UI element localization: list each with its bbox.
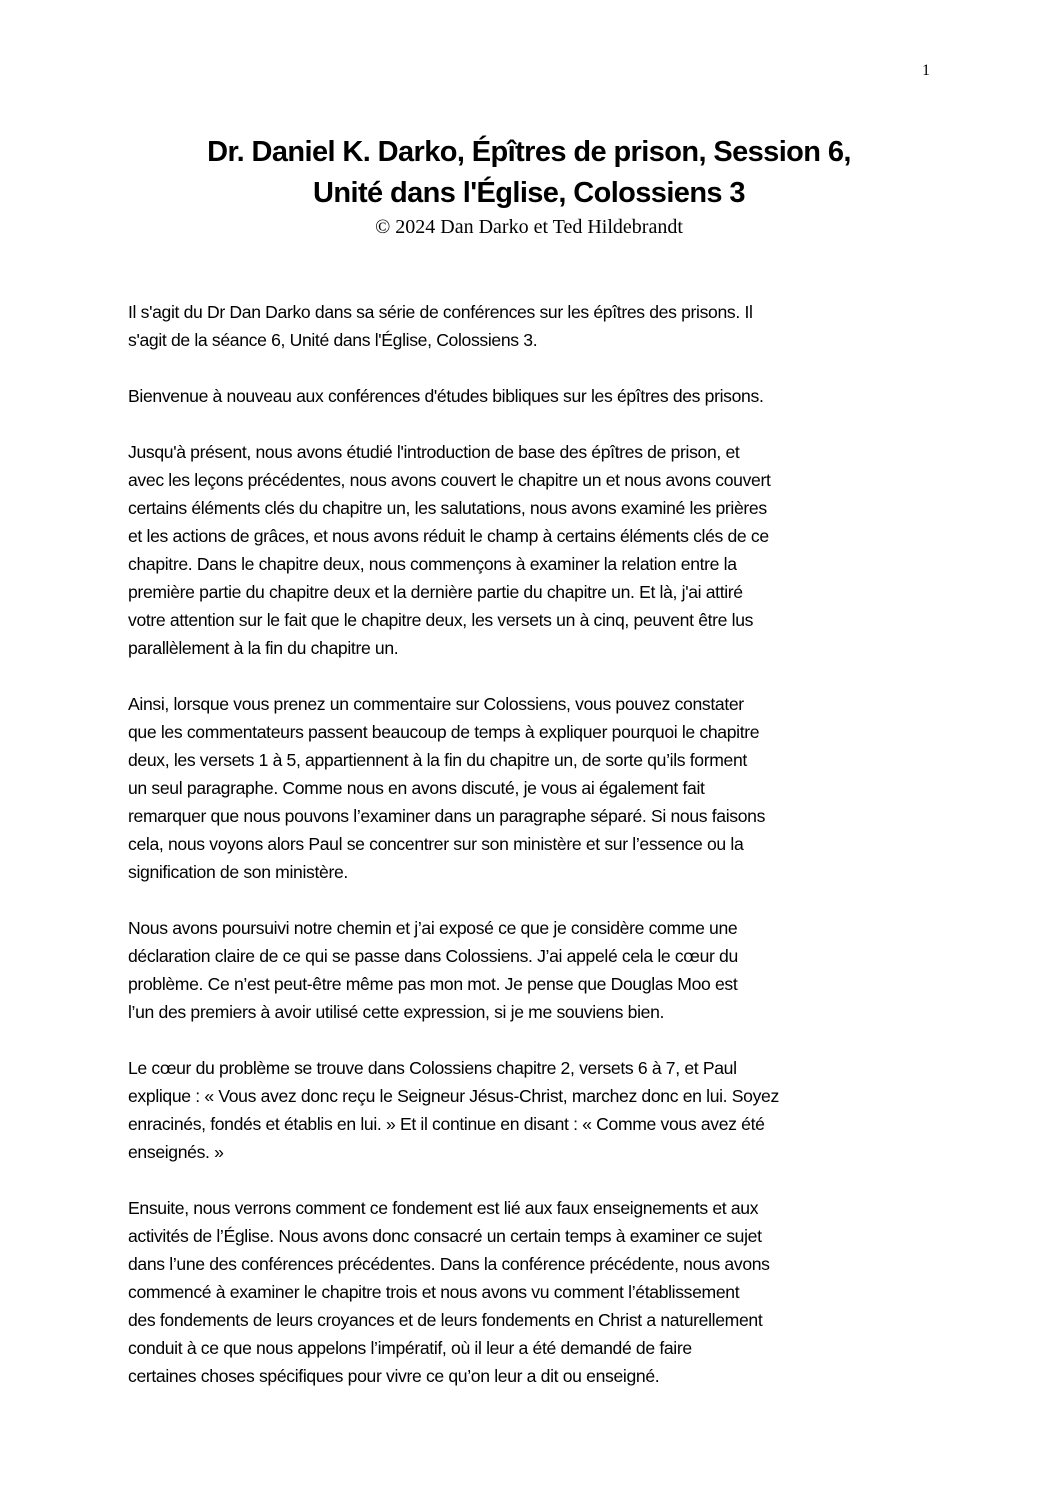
text-line: votre attention sur le fait que le chapitre deux, les versets un à cinq, peuvent être lus: [128, 610, 754, 630]
text-line: explique : « Vous avez donc reçu le Seigneur Jésus-Christ, marchez donc en lui. Soyez: [128, 1086, 779, 1106]
text-line: Bienvenue à nouveau aux conférences d'études bibliques sur les épîtres des prisons.: [128, 386, 764, 406]
paragraph: [128, 438, 948, 662]
text-line: activités de l’Église. Nous avons donc consacré un certain temps à examiner ce sujet: [128, 1226, 762, 1246]
document-body: [128, 298, 948, 1418]
text-line: signification de son ministère.: [128, 862, 348, 882]
text-line: Le cœur du problème se trouve dans Colossiens chapitre 2, versets 6 à 7, et Paul: [128, 1058, 737, 1078]
text-line: dans l’une des conférences précédentes. Dans la conférence précédente, nous avons: [128, 1254, 770, 1274]
text-line: première partie du chapitre deux et la dernière partie du chapitre un. Et là, j'ai attiré: [128, 582, 743, 602]
paragraph: [128, 298, 948, 354]
copyright-line: © 2024 Dan Darko et Ted Hildebrandt: [375, 216, 683, 238]
text-line: avec les leçons précédentes, nous avons couvert le chapitre un et nous avons couvert: [128, 470, 771, 490]
text-line: un seul paragraphe. Comme nous en avons discuté, je vous ai également fait: [128, 778, 705, 798]
text-line: et les actions de grâces, et nous avons réduit le champ à certains éléments clés de ce: [128, 526, 769, 546]
text-line: certains éléments clés du chapitre un, les salutations, nous avons examiné les prières: [128, 498, 767, 518]
text-line: des fondements de leurs croyances et de leurs fondements en Christ a naturellement: [128, 1310, 763, 1330]
text-line: remarquer que nous pouvons l’examiner dans un paragraphe séparé. Si nous faisons: [128, 806, 766, 826]
paragraph: [128, 914, 948, 1026]
text-line: l’un des premiers à avoir utilisé cette expression, si je me souviens bien.: [128, 1002, 665, 1022]
text-line: conduit à ce que nous appelons l’impératif, où il leur a été demandé de faire: [128, 1338, 692, 1358]
text-line: Nous avons poursuivi notre chemin et j’ai exposé ce que je considère comme une: [128, 918, 738, 938]
title-line: Unité dans l'Église, Colossiens 3: [313, 177, 745, 209]
text-line: problème. Ce n’est peut-être même pas mon mot. Je pense que Douglas Moo est: [128, 974, 738, 994]
paragraph: [128, 1194, 948, 1390]
page-number: 1: [922, 62, 930, 79]
text-line: Ensuite, nous verrons comment ce fondement est lié aux faux enseignements et aux: [128, 1198, 759, 1218]
text-line: chapitre. Dans le chapitre deux, nous commençons à examiner la relation entre la: [128, 554, 737, 574]
text-line: Il s'agit du Dr Dan Darko dans sa série de conférences sur les épîtres des prisons. Il: [128, 302, 753, 322]
text-line: parallèlement à la fin du chapitre un.: [128, 638, 399, 658]
document-title: [0, 132, 1058, 214]
text-line: commencé à examiner le chapitre trois et nous avons vu comment l’établissement: [128, 1282, 740, 1302]
text-line: cela, nous voyons alors Paul se concentrer sur son ministère et sur l’essence ou la: [128, 834, 744, 854]
paragraph: [128, 382, 948, 410]
text-line: enseignés. »: [128, 1142, 224, 1162]
title-line: Dr. Daniel K. Darko, Épîtres de prison, Session 6,: [207, 136, 851, 168]
text-line: que les commentateurs passent beaucoup de temps à expliquer pourquoi le chapitre: [128, 722, 760, 742]
text-line: deux, les versets 1 à 5, appartiennent à la fin du chapitre un, de sorte qu’ils forment: [128, 750, 747, 770]
text-line: Ainsi, lorsque vous prenez un commentaire sur Colossiens, vous pouvez constater: [128, 694, 744, 714]
paragraph: [128, 1054, 948, 1166]
text-line: déclaration claire de ce qui se passe dans Colossiens. J’ai appelé cela le cœur du: [128, 946, 738, 966]
text-line: certaines choses spécifiques pour vivre ce qu’on leur a dit ou enseigné.: [128, 1366, 660, 1386]
paragraph: [128, 690, 948, 886]
text-line: s'agit de la séance 6, Unité dans l'Église, Colossiens 3.: [128, 330, 538, 350]
text-line: enracinés, fondés et établis en lui. » Et il continue en disant : « Comme vous avez été: [128, 1114, 765, 1134]
text-line: Jusqu'à présent, nous avons étudié l'introduction de base des épîtres de prison, et: [128, 442, 740, 462]
